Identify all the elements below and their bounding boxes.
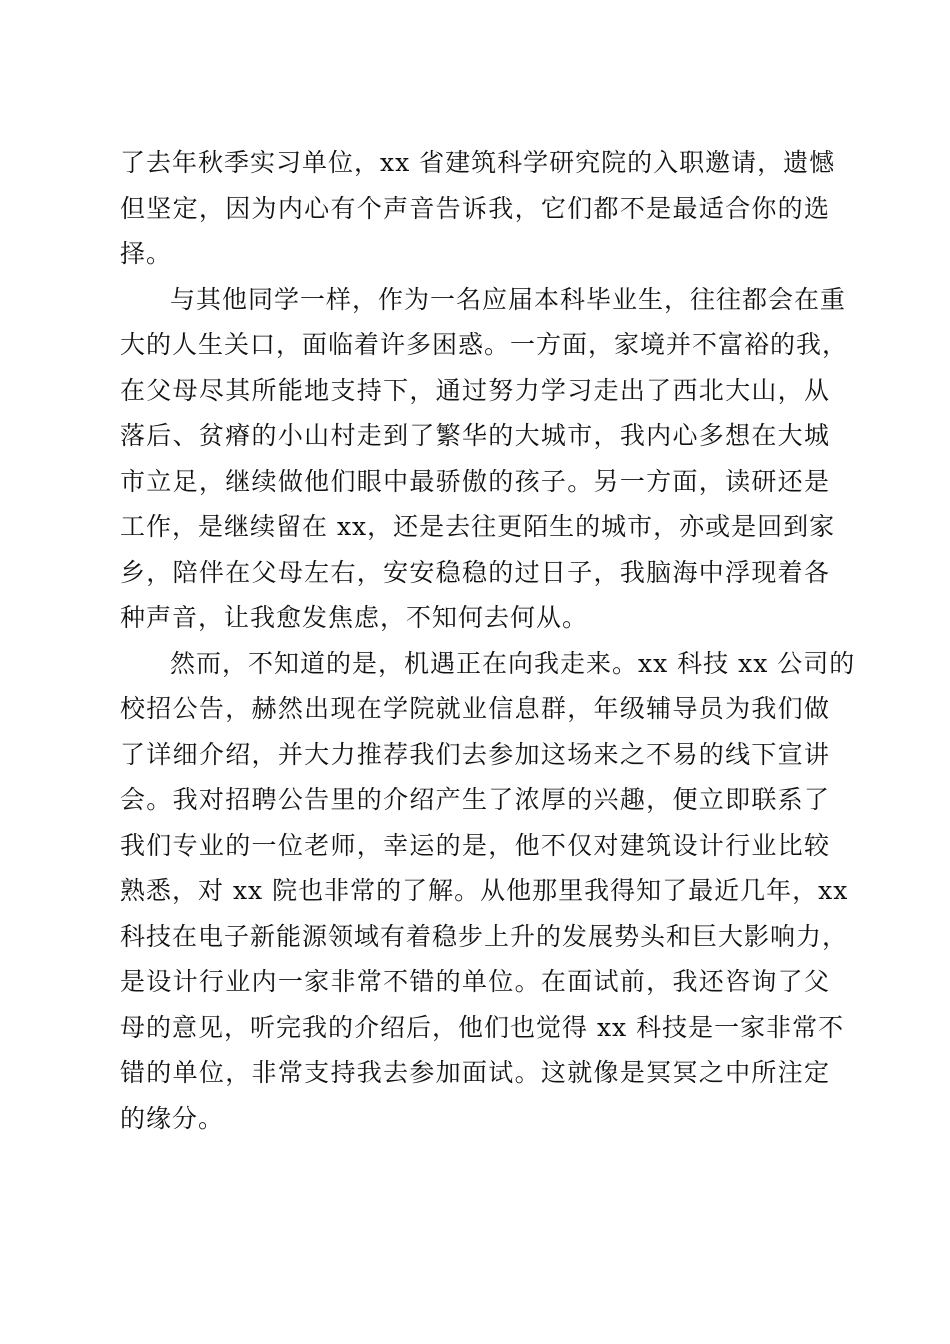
text-line: 市立足，继续做他们眼中最骄傲的孩子。另一方面，读研还是 xyxy=(120,466,830,496)
text-line: 工作，是继续留在 xx，还是去往更陌生的城市，亦或是回到家 xyxy=(120,512,836,541)
text-line: 错的单位，非常支持我去参加面试。这就像是冥冥之中所注定 xyxy=(120,1058,830,1087)
text-line: 与其他同学一样，作为一名应届本科毕业生，往往都会在重 xyxy=(170,284,847,314)
text-line: 是设计行业内一家非常不错的单位。在面试前，我还咨询了父 xyxy=(120,967,830,996)
text-line: 校招公告，赫然出现在学院就业信息群，年级辅导员为我们做 xyxy=(120,694,830,723)
document-body xyxy=(120,140,856,1141)
text-line: 的缘分。 xyxy=(120,1103,225,1133)
text-line: 熟悉，对 xx 院也非常的了解。从他那里我得知了最近几年，xx xyxy=(120,876,849,905)
text-line: 乡，陪伴在父母左右，安安稳稳的过日子，我脑海中浮现着各 xyxy=(120,557,830,587)
text-line: 了去年秋季实习单位，xx 省建筑科学研究院的入职邀请，遗憾 xyxy=(120,148,836,177)
text-line: 但坚定，因为内心有个声音告诉我，它们都不是最适合你的选 xyxy=(120,193,830,223)
text-line: 在父母尽其所能地支持下，通过努力学习走出了西北大山，从 xyxy=(120,375,830,405)
text-line: 会。我对招聘公告里的介绍产生了浓厚的兴趣，便立即联系了 xyxy=(120,785,830,814)
paragraph-1 xyxy=(120,140,836,277)
text-line: 择。 xyxy=(120,239,173,268)
text-line: 我们专业的一位老师，幸运的是，他不仅对建筑设计行业比较 xyxy=(120,830,830,860)
text-line: 落后、贫瘠的小山村走到了繁华的大城市，我内心多想在大城 xyxy=(120,421,830,450)
text-line: 大的人生关口，面临着许多困惑。一方面，家境并不富裕的我， xyxy=(120,330,849,359)
text-line: 母的意见，听完我的介绍后，他们也觉得 xx 科技是一家非常不 xyxy=(120,1012,845,1042)
text-line: 了详细介绍，并大力推荐我们去参加这场来之不易的线下宣讲 xyxy=(120,739,830,769)
text-line: 种声音，让我愈发焦虑，不知何去何从。 xyxy=(120,603,589,632)
paragraph-2 xyxy=(120,277,849,641)
text-line: 科技在电子新能源领域有着稳步上升的发展势头和巨大影响力， xyxy=(120,921,849,951)
text-line: 然而，不知道的是，机遇正在向我走来。xx 科技 xx 公司的 xyxy=(170,648,856,678)
paragraph-3 xyxy=(120,641,856,1142)
